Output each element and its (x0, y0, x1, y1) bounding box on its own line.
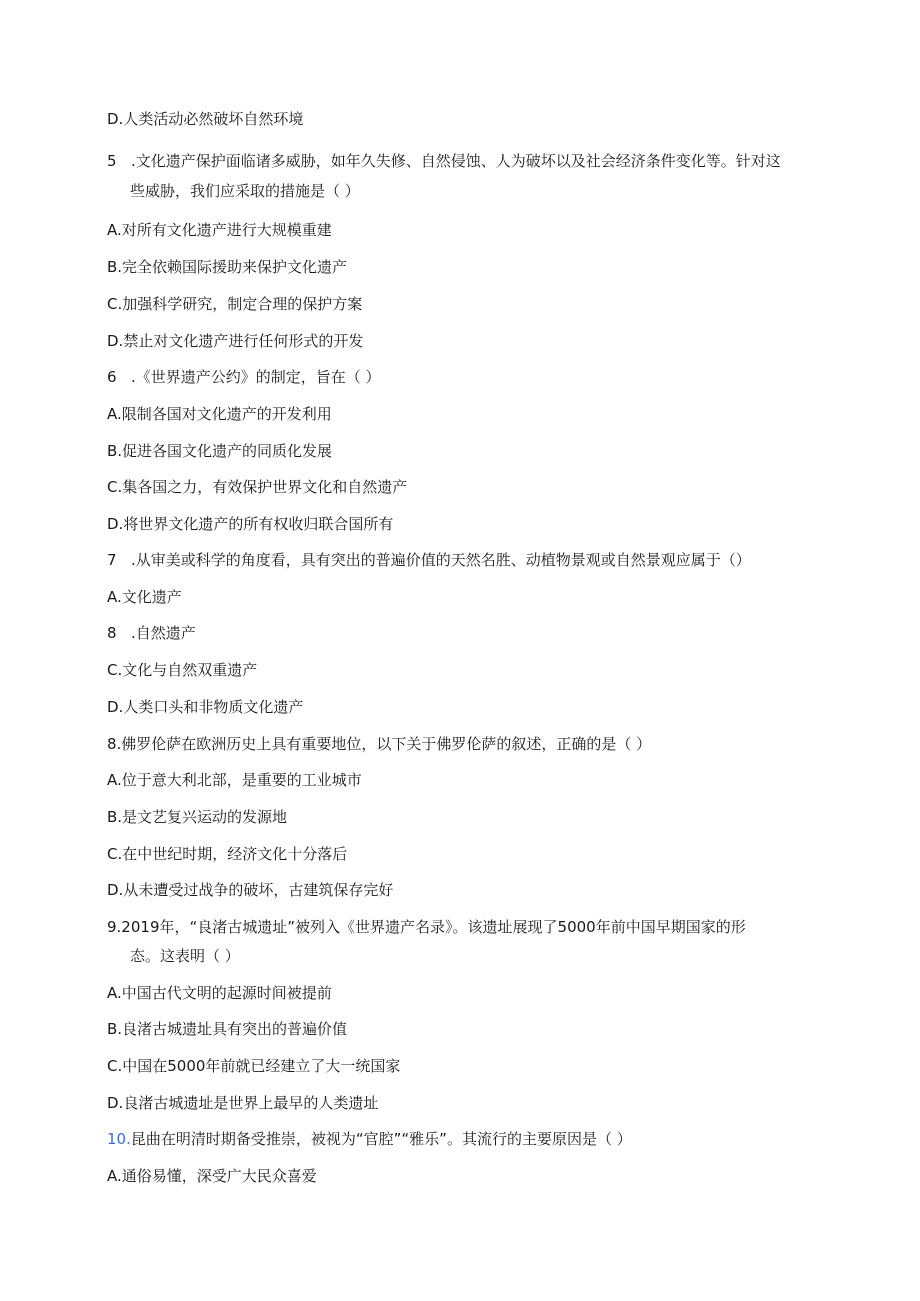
question-10-option-a: A.通俗易懂，深受广大民众喜爱 (107, 1167, 317, 1185)
question-8-option-c: C.在中世纪时期，经济文化十分落后 (107, 845, 348, 863)
question-8: 8.佛罗伦萨在欧洲历史上具有重要地位，以下关于佛罗伦萨的叙述，正确的是（ ） (107, 735, 652, 753)
question-9-continued: 态。这表明（ ） (130, 947, 240, 965)
question-5-option-a: A.对所有文化遗产进行大规模重建 (107, 221, 332, 239)
question-7-option-d: D.人类口头和非物质文化遗产 (107, 698, 304, 716)
question-5-option-b: B.完全依赖国际援助来保护文化遗产 (107, 258, 348, 276)
question-7-option-a: A.文化遗产 (107, 588, 182, 606)
question-5-option-d: D.禁止对文化遗产进行任何形式的开发 (107, 332, 364, 350)
question-9-option-d: D.良渚古城遗址是世界上最早的人类遗址 (107, 1094, 379, 1112)
question-number: 7 (107, 551, 117, 569)
question-6-option-c: C.集各国之力，有效保护世界文化和自然遗产 (107, 478, 408, 496)
question-number: 6 (107, 368, 117, 386)
question-9-option-a: A.中国古代文明的起源时间被提前 (107, 984, 332, 1002)
question-9: 9.2019年，“良渚古城遗址”被列入《世界遗产名录》。该遗址展现了5000年前中国早期国家的形 (107, 918, 746, 936)
question-5-option-c: C.加强科学研究，制定合理的保护方案 (107, 295, 363, 313)
question-6-option-a: A.限制各国对文化遗产的开发利用 (107, 405, 332, 423)
question-7-option-c: C.文化与自然双重遗产 (107, 661, 258, 679)
question-number: 8 (107, 624, 117, 642)
question-5: 5 .文化遗产保护面临诸多威胁，如年久失修、自然侵蚀、人为破坏以及社会经济条件变化等。针对这 (107, 152, 781, 170)
question-8-option-b: B.是文艺复兴运动的发源地 (107, 808, 288, 826)
question-8-option-d: D.从未遭受过战争的破坏，古建筑保存完好 (107, 881, 394, 899)
question-6-option-b: B.促进各国文化遗产的同质化发展 (107, 442, 333, 460)
question-5-continued: 些威胁，我们应采取的措施是（ ） (130, 182, 360, 200)
question-9-option-b: B.良渚古城遗址具有突出的普遍价值 (107, 1020, 348, 1038)
option-d-previous: D.人类活动必然破坏自然环境 (107, 110, 304, 128)
question-6: 6 .《世界遗产公约》的制定，旨在（ ） (107, 368, 381, 386)
question-6-option-d: D.将世界文化遗产的所有权收归联合国所有 (107, 515, 394, 533)
question-10: 10.昆曲在明清时期备受推崇，被视为“官腔”“雅乐”。其流行的主要原因是（ ） (107, 1130, 632, 1148)
question-9-option-c: C.中国在5000年前就已经建立了大一统国家 (107, 1057, 401, 1075)
question-7-option-b: 8 .自然遗产 (107, 624, 196, 642)
question-7: 7 .从审美或科学的角度看，具有突出的普遍价值的天然名胜、动植物景观或自然景观应属于（） (107, 551, 751, 569)
question-number: 10. (107, 1130, 131, 1148)
question-number: 5 (107, 152, 117, 170)
question-8-option-a: A.位于意大利北部，是重要的工业城市 (107, 771, 362, 789)
